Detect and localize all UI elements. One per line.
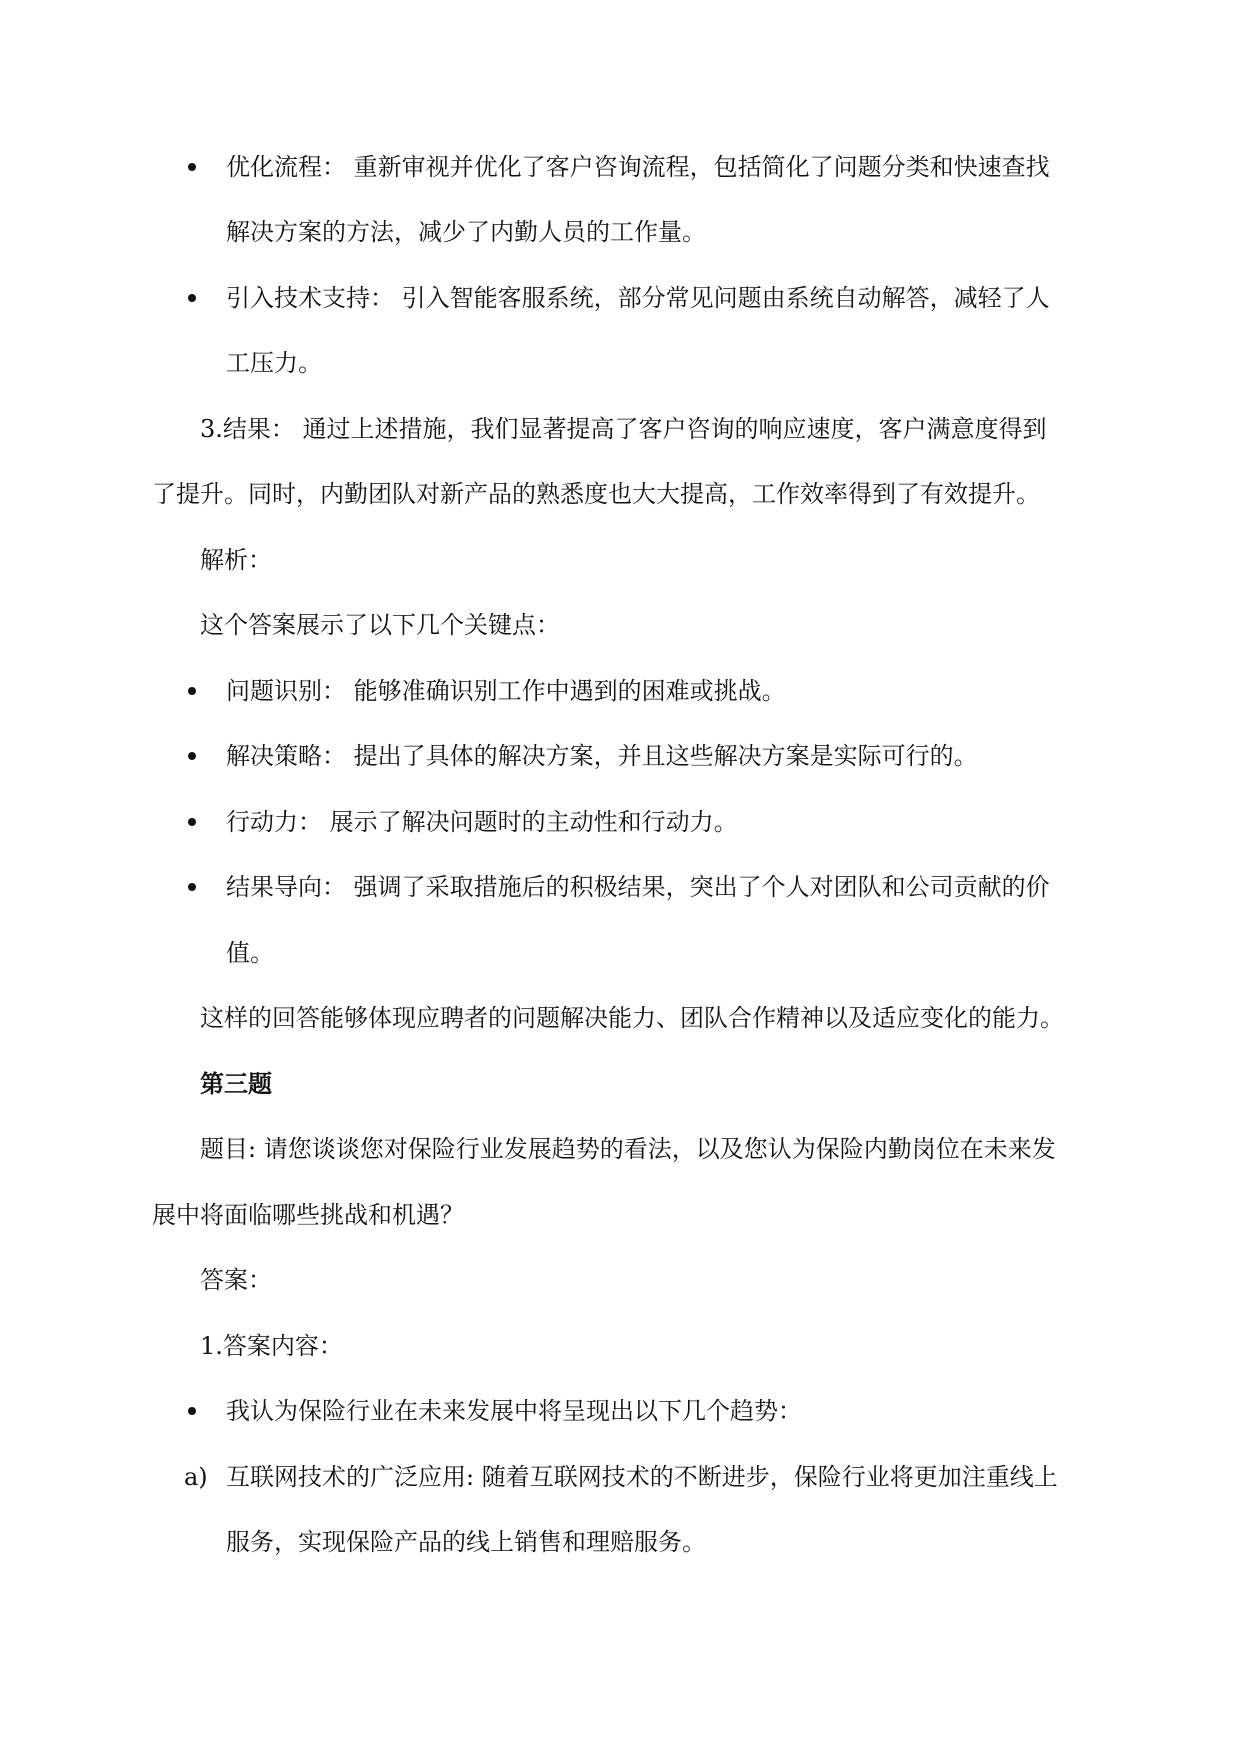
bullet-text: 结果导向： 强调了采取措施后的积极结果，突出了个人对团队和公司贡献的价 xyxy=(226,873,1050,901)
bullet-text-continuation: 解决方案的方法，减少了内勤人员的工作量。 xyxy=(226,218,706,246)
section-heading: 第三题 xyxy=(200,1069,272,1098)
bullet-text-continuation: 值。 xyxy=(226,939,274,967)
bullet-text: 行动力： 展示了解决问题时的主动性和行动力。 xyxy=(226,808,738,836)
paragraph-text: 这样的回答能够体现应聘者的问题解决能力、团队合作精神以及适应变化的能力。 xyxy=(200,1004,1064,1032)
bullet-icon xyxy=(188,752,196,760)
bullet-text: 我认为保险行业在未来发展中将呈现出以下几个趋势： xyxy=(226,1397,802,1425)
bullet-icon xyxy=(188,1407,196,1415)
bullet-icon xyxy=(188,687,196,695)
bullet-text: 解决策略： 提出了具体的解决方案，并且这些解决方案是实际可行的。 xyxy=(226,742,978,770)
subsection-label: 1.答案内容： xyxy=(200,1332,343,1360)
bullet-icon xyxy=(188,163,196,171)
section-label: 答案： xyxy=(200,1266,272,1294)
section-label: 解析： xyxy=(200,546,272,574)
bullet-icon xyxy=(188,294,196,302)
bullet-icon xyxy=(188,883,196,891)
question-text: 题目: 请您谈谈您对保险行业发展趋势的看法，以及您认为保险内勤岗位在未来发 xyxy=(200,1135,1056,1163)
paragraph-text-continuation: 了提升。同时，内勤团队对新产品的熟悉度也大大提高，工作效率得到了有效提升。 xyxy=(152,480,1040,508)
bullet-text: 引入技术支持： 引入智能客服系统，部分常见问题由系统自动解答，减轻了人 xyxy=(226,284,1050,312)
bullet-text: 优化流程： 重新审视并优化了客户咨询流程，包括简化了问题分类和快速查找 xyxy=(226,153,1050,181)
list-marker: a) xyxy=(184,1463,208,1491)
paragraph-text: 3.结果： 通过上述措施，我们显著提高了客户咨询的响应速度，客户满意度得到 xyxy=(200,415,1047,443)
list-item-text-continuation: 服务，实现保险产品的线上销售和理赔服务。 xyxy=(226,1528,706,1556)
paragraph-text: 这个答案展示了以下几个关键点： xyxy=(200,611,560,639)
bullet-text-continuation: 工压力。 xyxy=(226,349,322,377)
question-text-continuation: 展中将面临哪些挑战和机遇？ xyxy=(152,1201,464,1229)
list-item-text: 互联网技术的广泛应用: 随着互联网技术的不断进步，保险行业将更加注重线上 xyxy=(226,1463,1058,1491)
bullet-icon xyxy=(188,818,196,826)
bullet-text: 问题识别： 能够准确识别工作中遇到的困难或挑战。 xyxy=(226,677,786,705)
